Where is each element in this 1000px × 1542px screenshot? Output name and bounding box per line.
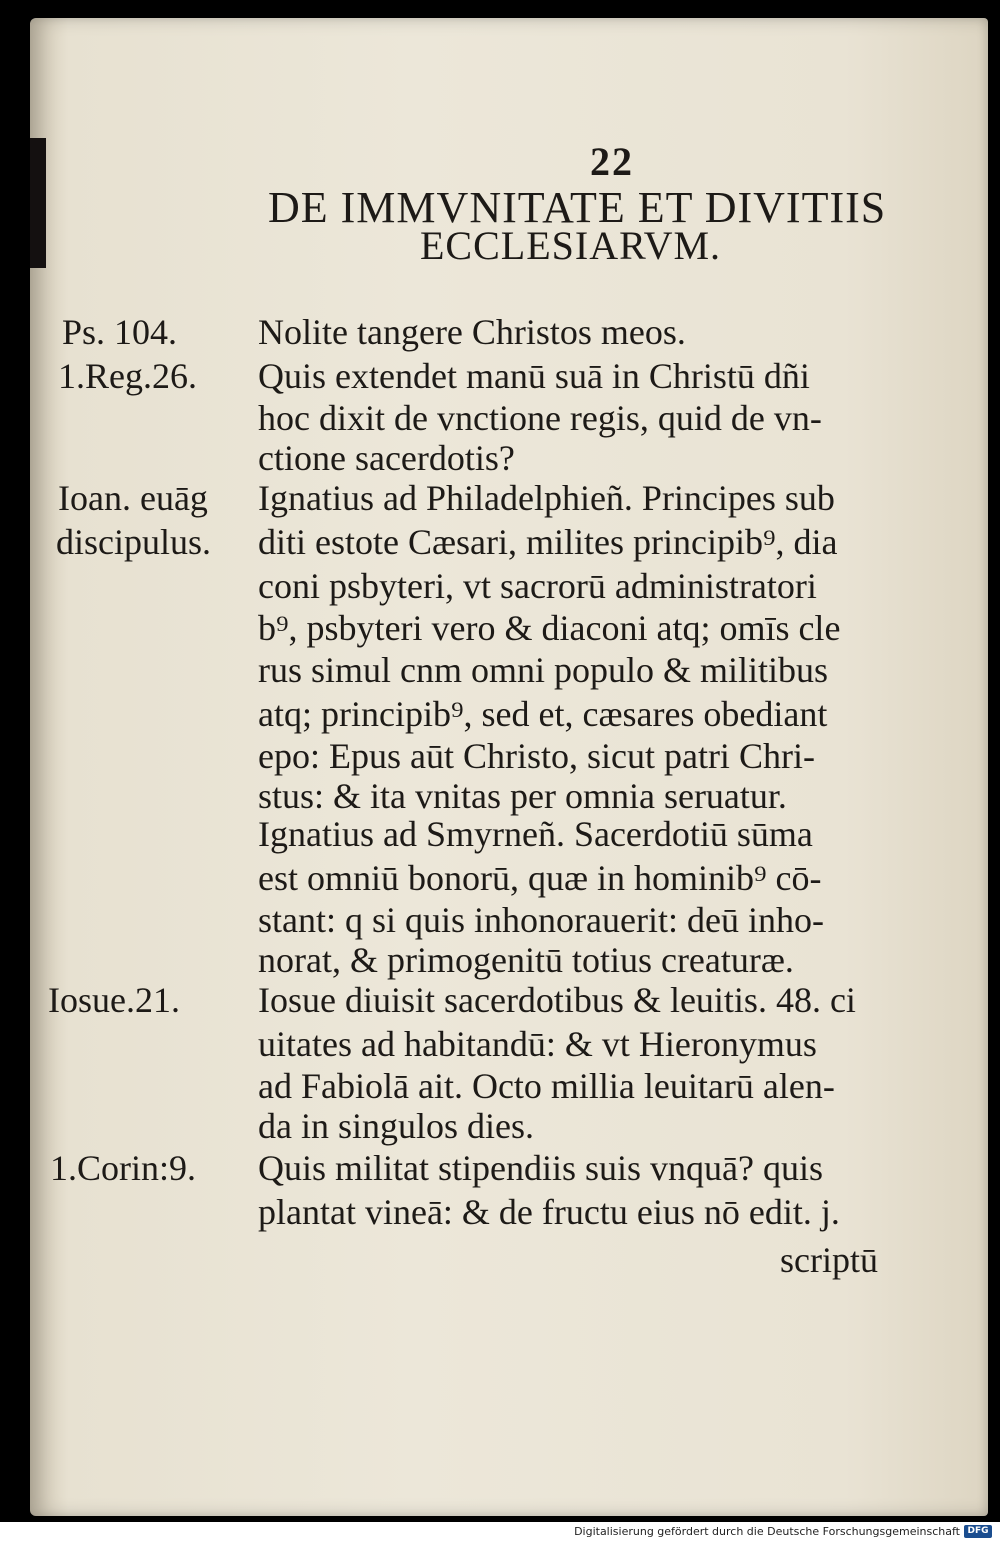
text-line: b⁹, psbyteri vero & diaconi atq; omīs cle [258, 608, 841, 648]
text-line: epo: Epus aūt Christo, sicut patri Chri- [258, 736, 815, 776]
text-line: Ignatius ad Philadelphieñ. Principes sub [258, 478, 835, 518]
text-line: Nolite tangere Christos meos. [258, 312, 686, 352]
margin-note: Ioan. euāg [58, 478, 208, 518]
text-line: Ignatius ad Smyrneñ. Sacerdotiū sūma [258, 814, 813, 854]
margin-note: 1.Reg.26. [58, 356, 197, 396]
text-line: Quis militat stipendiis suis vnquā? quis [258, 1148, 823, 1188]
text-line: uitates ad habitandū: & vt Hieronymus [258, 1024, 817, 1064]
text-line: Quis extendet manū suā in Christū dñi [258, 356, 810, 396]
text-line: norat, & primogenitū totius creaturæ. [258, 940, 794, 980]
page-title-line-2: ECCLESIARVM. [420, 223, 722, 268]
text-line: rus simul cnm omni populo & militibus [258, 650, 829, 690]
page-title: DE IMMVNITATE ET DIVITIIS [268, 183, 887, 232]
page-number: 22 [590, 139, 634, 184]
text-line: ctione sacerdotis? [258, 438, 515, 478]
text-line: stus: & ita vnitas per omnia seruatur. [258, 776, 787, 816]
text-line: plantat vineā: & de fructu eius nō edit. j. [258, 1192, 840, 1232]
catchword: scriptū [780, 1240, 878, 1280]
text-line: ad Fabiolā ait. Octo millia leuitarū alen- [258, 1066, 835, 1106]
text-line: Iosue diuisit sacerdotibus & leuitis. 48. ci [258, 980, 856, 1020]
margin-note: 1.Corin:9. [50, 1148, 197, 1188]
footer-bar [0, 1522, 1000, 1542]
funding-credit: Digitalisierung gefördert durch die Deutsche Forschungsgemeinschaft [574, 1525, 960, 1538]
margin-note: discipulus. [56, 522, 212, 562]
binding-shadow [30, 138, 46, 268]
text-line: atq; principib⁹, sed et, cæsares obediant [258, 694, 828, 734]
text-line: coni psbyteri, vt sacrorū administratori [258, 566, 817, 606]
margin-note: Iosue.21. [48, 980, 180, 1020]
text-line: diti estote Cæsari, milites principib⁹, dia [258, 522, 838, 562]
margin-note: Ps. 104. [62, 312, 178, 352]
dfg-logo: DFG [964, 1525, 992, 1538]
text-line: da in singulos dies. [258, 1106, 534, 1146]
text-line: stant: q si quis inhonorauerit: deū inho- [258, 900, 824, 940]
text-line: hoc dixit de vnctione regis, quid de vn- [258, 398, 822, 438]
text-line: est omniū bonorū, quæ in hominib⁹ cō- [258, 858, 822, 898]
